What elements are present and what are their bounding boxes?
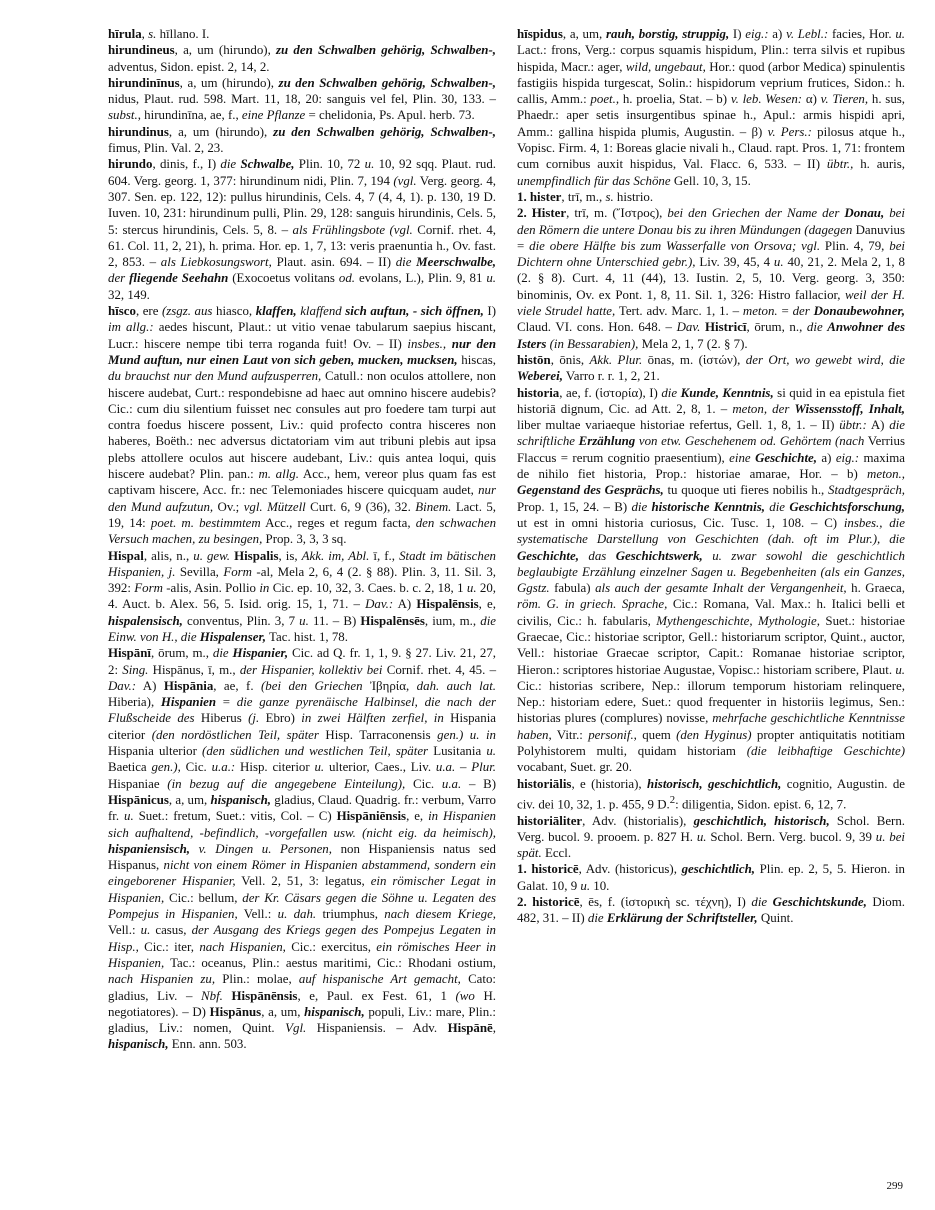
dictionary-entry-histon: histōn, ōnis, Akk. Plur. ōnas, m. (ἱστών), der Ort, wo gewebt wird, die Weberei, Varro r. r. 1, 2, 21. — [517, 352, 905, 384]
dictionary-entry-historice2: 2. historicē, ēs, f. (ἱστορικὴ sc. τέχνη), I) die Geschichtskunde, Diom. 482, 31. – II) die Erklärung der Schriftsteller, Quint. — [517, 895, 905, 926]
dictionary-entry-hister1: 1. hister, trī, m., s. histrio. — [517, 189, 654, 204]
left-column — [108, 26, 496, 1053]
dictionary-entry-historialis: historiālis, e (historia), historisch, geschichtlich, cognitio, Augustin. de civ. dei 10, 32, 1. p. 455, 9 D.$^2$: diligentia, Sidon. epist. 6, 12, 7. — [517, 776, 905, 812]
dictionary-entry-hister2: 2. Hister, trī, m. (Ἴστρος), bei den Griechen der Name der Donau, bei den Römern die untere Donau bis zu ihren Mündungen (dagegen Danuvius = die obere Hälfte bis zum Wasserfalle von Orsova; vgl. Plin. 4, 79, bei Dichtern ohne Unterschied gebr.), Liv. 39, 45, 4 u. 40, 21, 2. Mela 2, 1, 8 (2. § 8). Curt. 4, 11 (44), 13. Iustin. 2, 5, 10. Verg. georg. 3, 350: binominis, Ov. ex Pont. 1, 8, 11. Sil. 1, 326: Histro fallacior, weil der H. viele Strudel hatte, Tert. adv. Marc. 1, 1. – meton. = der Donaubewohner, Claud. VI. cons. Hon. 648. – Dav. Histricī, ōrum, n., die Anwohner des Isters (in Bessarabien), Mela 2, 1, 7 (2. § 7). — [517, 206, 905, 351]
dictionary-entry-hispani: Hispānī, ōrum, m., die Hispanier, Cic. ad Q. fr. 1, 1, 9. § 27. Liv. 21, 27, 2: Sing. Hispānus, ī, m., der Hispanier, kollektiv bei Cornif. rhet. 4, 45. – Dav.: A) Hispānia, ae, f. (bei den Griechen Ἰβηρία, dah. auch lat. Hiberia), Hispanien = die ganze pyrenäische Halbinsel, die nach der Flußscheide des Hiberus (j. Ebro) in zwei Hälften zerfiel, in Hispania citerior (den nordöstlichen Teil, später Hisp. Tarraconensis gen.) u. in Hispania ulterior (den südlichen und westlichen Teil, später Lusitania u. Baetica gen.), Cic. u.a.: Hisp. citerior u. ulterior, Caes., Liv. u.a. – Plur. Hispaniae (in bezug auf die angegebene Einteilung), Cic. u.a. – B) Hispānicus, a, um, hispanisch, gladius, Claud. Quadrig. fr.: verbum, Varro fr. u. Suet.: fretum, Suet.: vitis, Col. – C) Hispāniēnsis, e, in Hispanien sich aufhaltend, -befindlich, -vorgefallen usw. (nicht eig. da heimisch), hispaniensisch, v. Dingen u. Personen, non Hispaniensis natus sed Hispanus, nicht von einem Römer in Hispanien abstammend, sondern ein eingeborener Hispanier, Vell. 2, 51, 3: legatus, ein römischer Legat in Hispanien, Cic.: bellum, der Kr. Cäsars gegen die Söhne u. Legaten des Pompejus in Hispanien, Vell.: u. dah. triumphus, nach diesem Kriege, Vell.: u. casus, der Ausgang des Kriegs gegen des Pompejus Legaten in Hisp., Cic.: iter, nach Hispanien, Cic.: exercitus, ein römisches Heer in Hispanien, Tac.: oceanus, Plin.: aestus maritimi, Cic.: Rhodani ostium, nach Hispanien zu, Plin.: molae, auf hispanische Art gemacht, Cato: gladius, Liv. – Nbf. Hispānēnsis, e, Paul. ex Fest. 61, 1 (wo H. negotiatores). – D) Hispānus, a, um, hispanisch, populi, Liv.: mare, Plin.: gladius, Liv.: nomen, Quint. Vgl. Hispaniensis. – Adv. Hispānē, hispanisch, Enn. ann. 503. — [108, 646, 497, 1052]
dictionary-entry-historice1: 1. historicē, Adv. (historicus), geschichtlich, Plin. ep. 2, 5, 5. Hieron. in Galat. 10, 9 u. 10. — [517, 862, 905, 893]
dictionary-entry-historia: historia, ae, f. (ἱστορία), I) die Kunde, Kenntnis, si quid in ea epistula fiet historiā dignum, Cic. ad Att. 2, 8, 1. – meton, der Wissensstoff, Inhalt, liber multae variaeque historiae refertus, Gell. 1, 8, 1. – II) übtr.: A) die schriftliche Erzählung von etw. Geschehenem od. Gehörtem (nach Verrius Flaccus = rerum cognitio praesentium), eine Geschichte, a) eig.: maxima de nihilo fiet historia, Prop.: historiae amarae, Hor. – b) meton., Gegenstand des Gesprächs, tu quoque uti fieres nobilis h., Stadtgespräch, Prop. 1, 15, 24. – B) die historische Kenntnis, die Geschichtsforschung, ut est in omni historia curiosus, Cic. Tusc. 1, 108. – C) insbes., die systematische Darstellung von Geschichten (dah. oft im Plur.), die Geschichte, das Geschichtswerk, u. zwar sowohl die geschichtlich beglaubigte Erzählung einzelner Sagen u. Begebenheiten (als ein Ganzes, Ggstz. fabula) als auch der gesamte Inhalt der Vergangenheit, h. Graeca, röm. G. in griech. Sprache, Cic.: Romana, Val. Max.: h. Italici belli et civilis, Cic.: h. fabularis, Mythengeschichte, Mythologie, Suet.: historiae Graecae, Cic.: historiae scriptor, Gell.: historiarum scriptor, Quint., auctor, Vell.: historiae Graecae scriptor, Capit.: Romanae historiae scriptor, Hieron.: scriptores historiae Augustae, Vopisc.: historiam scribere, Plaut. u. Cic.: historias scribere, Nep.: illorum temporum historiam relinquere, Nep.: historiam edere, Suet.: quod frequenter in historiis legimus, Sen.: historias plures (complures) novisse, mehrfache geschichtliche Kenntnisse haben, Vitr.: personif., quem (den Hyginus) propter antiquitatis notitiam Polyhistorem multi, quidam historiam (die leibhaftige Geschichte) vocabant, Suet. gr. 20. — [517, 385, 906, 775]
dictionary-entry-historialiter: historiāliter, Adv. (historialis), geschichtlich, historisch, Schol. Bern. Verg. bucol. 9. prooem. p. 827 H. u. Schol. Bern. Verg. bucol. 9, 39 u. bei spät. Eccl. — [517, 813, 906, 861]
dictionary-entry-hirundo: hirundo, dinis, f., I) die Schwalbe, Plin. 10, 72 u. 10, 92 sqq. Plaut. rud. 604. Verg. georg. 1, 377: hirundinum nidi, Plin. 7, 194 (vgl. Verg. georg. 4, 307. Sen. ep. 122, 12): pullus hirundinis, Cels. 4, 7 (4, 4, 1). p. 130, 19 D. Iuven. 10, 231: hirundinum pulli, Plin. 29, 128: sanguis hirundinis, Cels. 5, 5: stercus hirundinis, Cels. 5, 8. – als Frühlingsbote (vgl. Cornif. rhet. 4, 61. Col. 11, 2, 21), h. prima. Hor. ep. 1, 7, 13: veris praenuntia h., Ov. fast. 2, 853. – als Liebkosungswort, Plaut. asin. 694. – II) die Meerschwalbe, der fliegende Seehahn (Exocoetus volitans od. evolans, L.), Plin. 9, 81 u. 32, 149. — [108, 157, 497, 302]
dictionary-entry-hirundininus: hirundinīnus, a, um (hirundo), zu den Schwalben gehörig, Schwalben-, nidus, Plaut. rud. 598. Mart. 11, 18, 20: sanguis vel fel, Plin. 30, 133. – subst., hirundinīna, ae, f., eine Pflanze = chelidonia, Ps. Apul. herb. 73. — [108, 75, 496, 123]
dictionary-entry-hispidus: hīspidus, a, um, rauh, borstig, struppig, I) eig.: a) v. Lebl.: facies, Hor. u. Lact.: frons, Verg.: corpus squamis hispidum, Plin.: terra silvis et rupibus hispida, Macr.: ager, wild, ungebaut, Hor.: quod (arbor Medica) spinulentis fastigiis hispida turgescat, Solin.: hispidorum veprium frutices, Sidon.: h. callis, Amm.: poet., h. proelia, Stat. – b) v. leb. Wesen: α) v. Tieren, h. sus, Phaedr.: aper setis insurgentibus spinae h., Apul.: armis hispidi apri, Amm.: gallina hispida plumis, Augustin. – β) v. Pers.: pilosus atque h., Vopisc. Firm. 4, 1: Boreas glacie nivali h., Claud. rapt. Pros. 1, 71: frontem cum cornibus auxit hispidus, Val. Flacc. 6, 533. – II) übtr., h. auris, unempfindlich für das Schöne Gell. 10, 3, 15. — [517, 27, 906, 188]
right-column — [517, 26, 905, 927]
dictionary-entry-hispal: Hispal, alis, n., u. gew. Hispalis, is, Akk. im, Abl. ī, f., Stadt im bätischen Hispanien, j. Sevilla, Form -al, Mela 2, 6, 4 (2. § 88). Plin. 3, 11. Sil. 3, 392: Form -alis, Asin. Pollio in Cic. ep. 10, 32, 3. Caes. b. c. 2, 18, 1 u. 20, 4. Auct. b. Alex. 56, 5. Isid. orig. 15, 1, 71. – Dav.: A) Hispalēnsis, e, hispalensisch, conventus, Plin. 3, 7 u. 11. – B) Hispalēnsēs, ium, m., die Einw. von H., die Hispalenser, Tac. hist. 1, 78. — [108, 548, 497, 644]
dictionary-entry-hirundinus: hirundinus, a, um (hirundo), zu den Schwalben gehörig, Schwalben-, fimus, Plin. Val. 2, 23. — [108, 124, 496, 156]
dictionary-entry-hirundineus: hirundineus, a, um (hirundo), zu den Schwalben gehörig, Schwalben-, adventus, Sidon. epist. 2, 14, 2. — [108, 43, 496, 74]
page-number: 299 — [886, 1180, 903, 1192]
dictionary-entry-hisco: hīsco, ere (zsgz. aus hiasco, klaffen, klaffend sich auftun, - sich öffnen, I) im allg.: aedes hiscunt, Plaut.: ut vitio venae tabularum saepius hiscant, Lucr.: hiscere nempe tibi terra roganda fuit! Ov. – II) insbes., nur den Mund auftun, nur einen Laut von sich geben, mucken, mucksen, hiscas, du brauchst nur den Mund aufzusperren, Catull.: non oculos attollere, non hiscere audebat, Curt.: respondebisne ad haec aut omnino hiscere audebis? Cic.: cum diu silentium fuisset nec consules aut pro foedere tam turpi aut contra foedus hiscere possent, Liv.: quid profecto contra hisceres non haberes, Boëth.: nec adversus dictatoriam vim aut tribuni plebis aut ipsa plebs attollere oculos aut hiscere audebant, Liv.: quis antea loqui, quis hiscere audebat? Plin. pan.: m. allg. Acc., hem, vereor plus quam fas est captivam hiscere, Acc. fr.: nec Telemoniades hiscere quicquam audet, nur den Mund aufzutun, Ov.; vgl. Mützell Curt. 6, 9 (36), 32. Binem. Lact. 5, 19, 14: poet. m. bestimmtem Acc., reges et regum facta, den schwachen Versuch machen, zu besingen, Prop. 3, 3, 3 sq. — [108, 304, 497, 547]
dictionary-entry-hirula: hīrula, s. hīllano. I. — [108, 27, 210, 41]
